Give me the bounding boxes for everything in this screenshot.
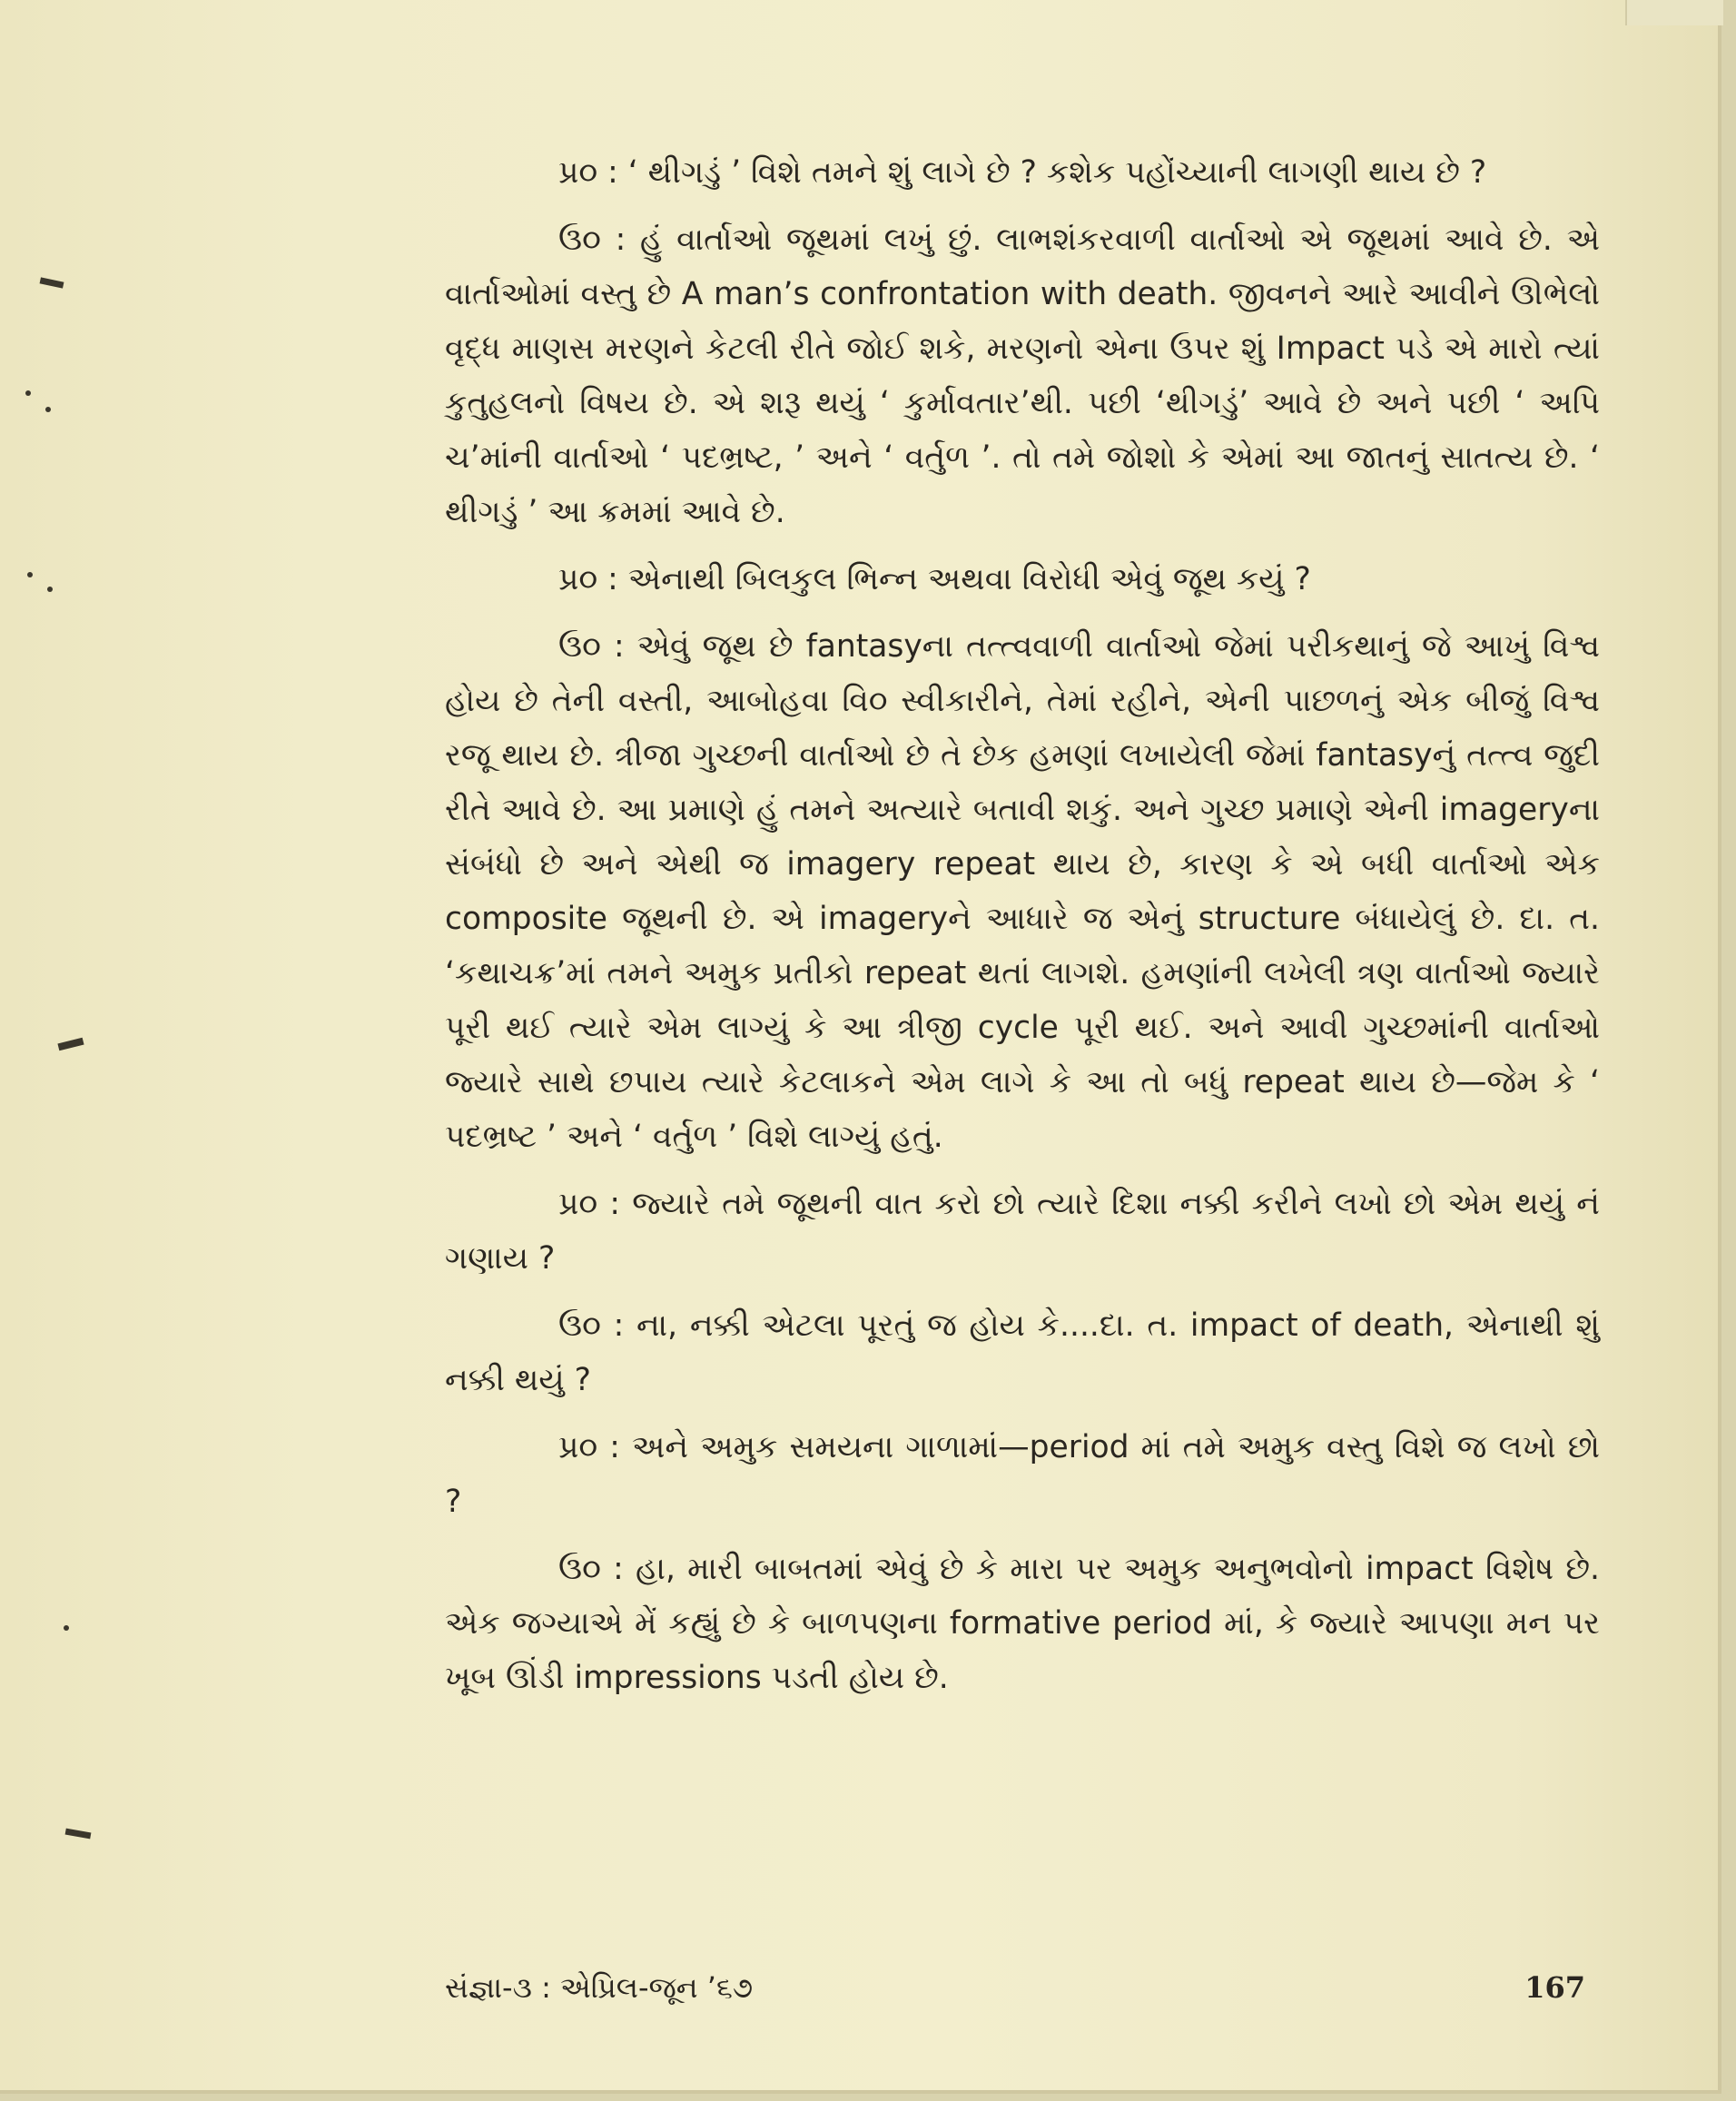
binding-hole-mark — [47, 587, 53, 592]
binding-hole-mark — [27, 572, 33, 577]
page-body — [445, 145, 1600, 1718]
binding-hole-mark — [57, 1038, 84, 1051]
binding-hole-mark — [25, 390, 31, 396]
question-paragraph: પ્ર૦ : ‘ થીગડું ’ વિશે તમને શું લાગે છે ? કશેક પહોંચ્યાની લાગણી થાય છે ? — [558, 154, 1487, 191]
answer-paragraph: ઉ૦ : ના, નક્કી એટલા પૂરતું જ હોય કે....દા. ત. impact of death, એનાથી શું નક્કી થયું ? — [445, 1307, 1600, 1398]
binding-hole-mark — [65, 1829, 92, 1840]
binding-hole-mark — [45, 407, 51, 412]
binding-hole-mark — [64, 1625, 69, 1631]
page-number: 167 — [1524, 1970, 1585, 2005]
question-paragraph: પ્ર૦ : અને અમુક સમયના ગાળામાં—period માં તમે અમુક વસ્તુ વિશે જ લખો છો ? — [445, 1429, 1600, 1520]
question-paragraph: પ્ર૦ : જ્યારે તમે જૂથની વાત કરો છો ત્યારે દિશા નક્કી કરીને લખો છો એમ થયું નં ગણાય ? — [445, 1186, 1600, 1277]
page-footer — [445, 1970, 1600, 2016]
answer-paragraph: ઉ૦ : એવું જૂથ છે fantasyના તત્ત્વવાળી વાર્તાઓ જેમાં પરીકથાનું જે આખું વિશ્વ હોય છે તેની વસ્તી, આબોહવા વિ૦ સ્વીકારીને, તેમાં રહીને, એની પાછળનું એક બીજું વિશ્વ રજૂ થાય છે. ત્રીજા ગુચ્છની વાર્તાઓ છે તે છેક હમણાં લખાયેલી જેમાં fantasyનું તત્ત્વ જુદી રીતે આવે છે. આ પ્રમાણે હું તમને અત્યારે બતાવી શકું. અને ગુચ્છ પ્રમાણે એની imageryના સંબંધો છે અને એથી જ imagery repeat થાય છે, કારણ કે એ બધી વાર્તાઓ એક composite જૂથની છે. એ imageryને આધારે જ એનું structure બંધાયેલું છે. દા. ત. ‘કથાચક્ર’માં તમને અમુક પ્રતીકો repeat થતાં લાગશે. હમણાંની લખેલી ત્રણ વાર્તાઓ જ્યારે પૂરી થઈ ત્યારે એમ લાગ્યું કે આ ત્રીજી cycle પૂરી થઈ. અને આવી ગુચ્છમાંની વાર્તાઓ જ્યારે સાથે છપાય ત્યારે કેટલાકને એમ લાગે કે આ તો બધું repeat થાય છે—જેમ કે ‘ પદભ્રષ્ટ ’ અને ‘ વર્તુળ ’ વિશે લાગ્યું હતું. — [445, 628, 1600, 1155]
page-edge-strip — [1625, 0, 1723, 25]
question-paragraph: પ્ર૦ : એનાથી બિલકુલ ભિન્ન અથવા વિરોધી એવું જૂથ કયું ? — [558, 561, 1311, 597]
answer-paragraph: ઉ૦ : હા, મારી બાબતમાં એવું છે કે મારા પર અમુક અનુભવોનો impact વિશેષ છે. એક જગ્યાએ મેં કહ્યું છે કે બાળપણના formative period માં, કે જ્યારે આપણા મન પર ખૂબ ઊંડી impressions પડતી હોય છે. — [445, 1551, 1600, 1696]
journal-issue-label: સંજ્ઞા-૩ : એપ્રિલ-જૂન ’૬૭ — [445, 1970, 754, 2005]
answer-paragraph: ઉ૦ : હું વાર્તાઓ જૂથમાં લખું છું. લાભશંકરવાળી વાર્તાઓ એ જૂથમાં આવે છે. એ વાર્તાઓમાં વસ્તુ છે A man’s confrontation with death. જીવનને આરે આવીને ઊભેલો વૃદ્ધ માણસ મરણને કેટલી રીતે જોઈ શકે, મરણનો એના ઉપર શું Impact પડે એ મારો ત્યાં કુતુહલનો વિષય છે. એ શરૂ થયું ‘ કુર્માવતાર’થી. પછી ‘થીગડું’ આવે છે અને પછી ‘ અપિ ચ’માંની વાર્તાઓ ‘ પદભ્રષ્ટ, ’ અને ‘ વર્તુળ ’. તો તમે જોશો કે એમાં આ જાતનું સાતત્ય છે. ‘ થીગડું ’ આ ક્રમમાં આવે છે. — [445, 222, 1600, 530]
binding-hole-mark — [40, 277, 64, 288]
